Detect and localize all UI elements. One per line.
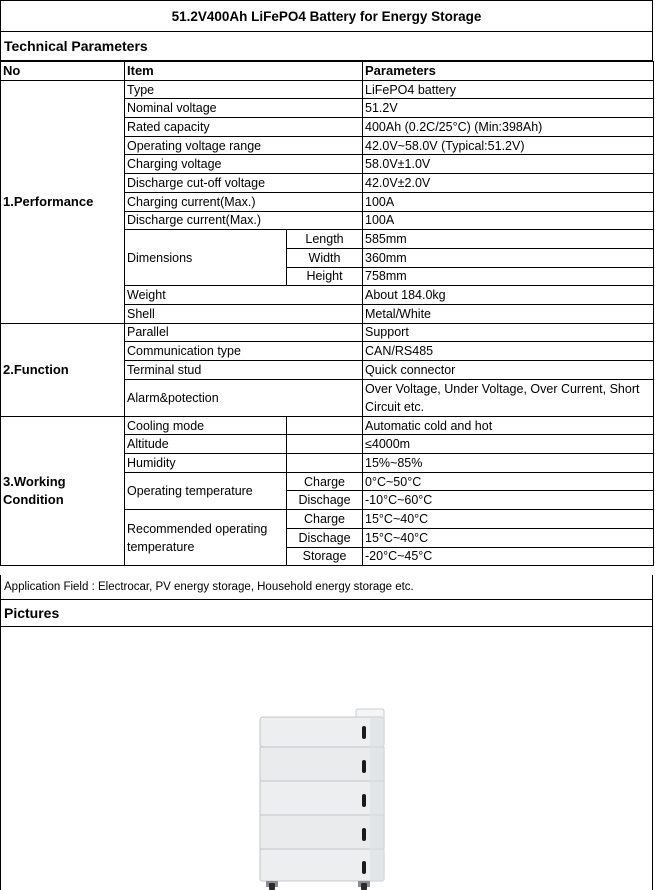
column-header-no: No (1, 62, 125, 81)
value-cell: 15°C~40°C (363, 510, 654, 529)
item-cell: Nominal voltage (125, 99, 363, 118)
application-field: Application Field : Electrocar, PV energy storage, Household energy storage etc. (0, 575, 653, 600)
item-cell: Terminal stud (125, 361, 363, 380)
item-cell: Weight (125, 286, 363, 305)
group-label-performance: 1.Performance (1, 80, 125, 323)
value-cell: 15%~85% (363, 454, 654, 473)
value-cell: -20°C~45°C (363, 547, 654, 566)
item-cell: Shell (125, 304, 363, 323)
sub-item-cell: Width (287, 248, 363, 267)
section-technical-parameters: Technical Parameters (0, 32, 653, 61)
item-cell: Discharge cut-off voltage (125, 174, 363, 193)
item-cell: Type (125, 80, 363, 99)
empty-cell (287, 435, 363, 454)
value-cell: 400Ah (0.2C/25°C) (Min:398Ah) (363, 118, 654, 137)
value-cell: 0°C~50°C (363, 472, 654, 491)
value-cell: 100A (363, 192, 654, 211)
item-cell: Cooling mode (125, 416, 287, 435)
item-cell: Dimensions (125, 230, 287, 286)
value-cell: Automatic cold and hot (363, 416, 654, 435)
item-cell: Operating temperature (125, 472, 287, 509)
value-cell: ≤4000m (363, 435, 654, 454)
value-cell: Over Voltage, Under Voltage, Over Current, Short Circuit etc. (363, 379, 654, 416)
table-row (1, 80, 654, 99)
item-cell: Operating voltage range (125, 136, 363, 155)
sub-item-cell: Charge (287, 472, 363, 491)
battery-product-image (252, 707, 392, 890)
item-cell: Charging voltage (125, 155, 363, 174)
sub-item-cell: Height (287, 267, 363, 286)
sub-item-cell: Length (287, 230, 363, 249)
value-cell: 42.0V~58.0V (Typical:51.2V) (363, 136, 654, 155)
value-cell: 42.0V±2.0V (363, 174, 654, 193)
empty-cell (287, 416, 363, 435)
item-cell: Parallel (125, 323, 363, 342)
value-cell: 100A (363, 211, 654, 230)
group-label-function: 2.Function (1, 323, 125, 416)
table-row (1, 323, 654, 342)
sub-item-cell: Storage (287, 547, 363, 566)
group-label-working-condition: 3.Working Condition (1, 416, 125, 566)
table-row (1, 416, 654, 435)
item-cell: Rated capacity (125, 118, 363, 137)
value-cell: 585mm (363, 230, 654, 249)
value-cell: 15°C~40°C (363, 528, 654, 547)
value-cell: Metal/White (363, 304, 654, 323)
sub-item-cell: Charge (287, 510, 363, 529)
section-pictures: Pictures (0, 600, 653, 627)
empty-cell (287, 454, 363, 473)
value-cell: LiFePO4 battery (363, 80, 654, 99)
value-cell: 58.0V±1.0V (363, 155, 654, 174)
item-cell: Recommended operating temperature (125, 510, 287, 566)
document-title: 51.2V400Ah LiFePO4 Battery for Energy Storage (0, 0, 653, 32)
column-header-parameters: Parameters (363, 62, 654, 81)
value-cell: 360mm (363, 248, 654, 267)
sub-item-cell: Dischage (287, 491, 363, 510)
sub-item-cell: Dischage (287, 528, 363, 547)
item-cell: Altitude (125, 435, 287, 454)
parameters-table (0, 61, 654, 566)
value-cell: -10°C~60°C (363, 491, 654, 510)
table-header-row (1, 62, 654, 81)
value-cell: 758mm (363, 267, 654, 286)
item-cell: Humidity (125, 454, 287, 473)
value-cell: About 184.0kg (363, 286, 654, 305)
pictures-area (0, 627, 653, 890)
value-cell: Support (363, 323, 654, 342)
item-cell: Alarm&potection (125, 379, 363, 416)
item-cell: Charging current(Max.) (125, 192, 363, 211)
item-cell: Communication type (125, 342, 363, 361)
column-header-item: Item (125, 62, 363, 81)
value-cell: CAN/RS485 (363, 342, 654, 361)
value-cell: 51.2V (363, 99, 654, 118)
item-cell: Discharge current(Max.) (125, 211, 363, 230)
value-cell: Quick connector (363, 361, 654, 380)
